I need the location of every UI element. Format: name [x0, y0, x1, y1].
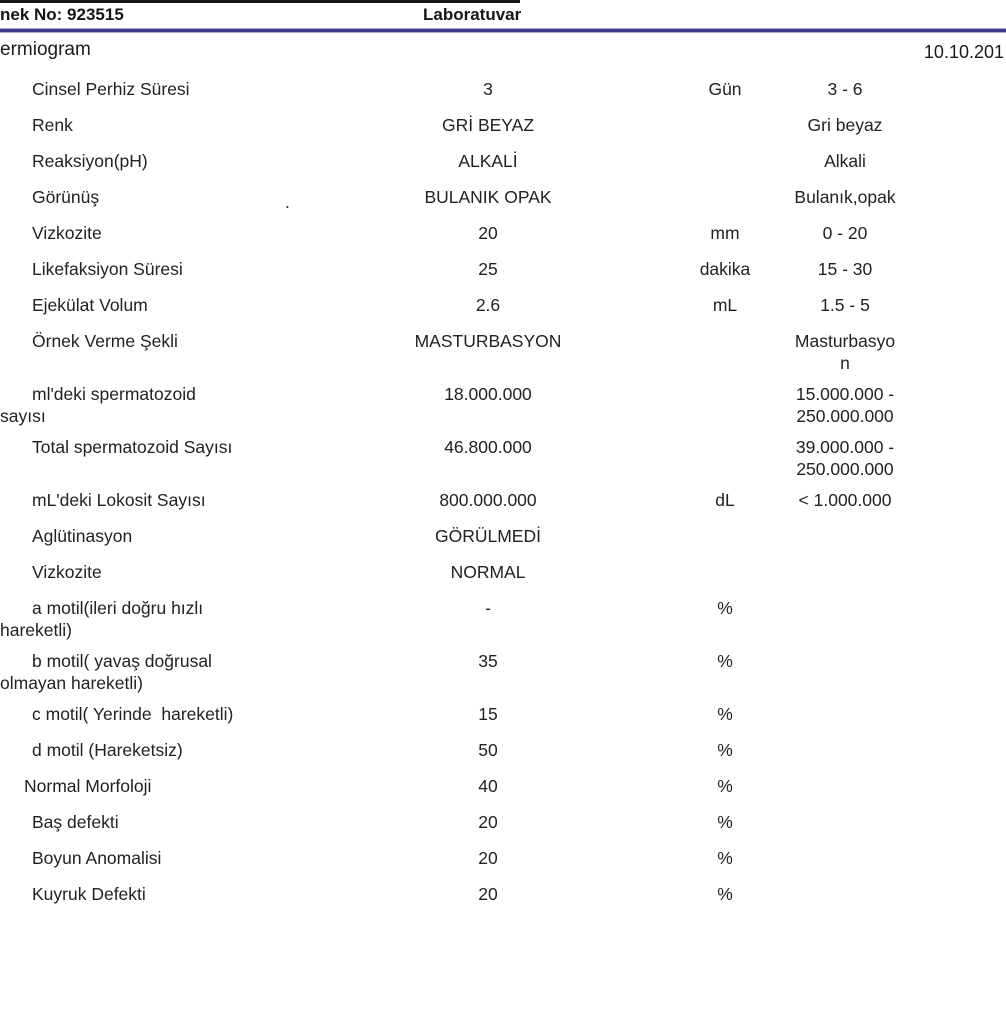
top-edge-line: [0, 0, 520, 3]
report-date: 10.10.201: [923, 42, 1004, 62]
parameter-name: Örnek Verme Şekli: [32, 331, 178, 351]
reference-range: 0 - 20: [822, 223, 868, 243]
reference-range: 15.000.000 - 250.000.000: [795, 384, 895, 426]
parameter-name: Aglütinasyon: [32, 526, 133, 546]
result-value: -: [485, 598, 491, 618]
result-value: GRİ BEYAZ: [441, 115, 535, 135]
unit-label: mm: [710, 223, 740, 243]
parameter-name: d motil (Hareketsiz): [32, 740, 183, 760]
result-value: 800.000.000: [439, 490, 537, 510]
result-value: 20: [478, 884, 498, 904]
reference-range: 3 - 6: [827, 79, 863, 99]
header-divider: [0, 28, 1006, 33]
parameter-name: Görünüş: [32, 187, 100, 207]
unit-label: %: [717, 651, 733, 671]
parameter-name: Kuyruk Defekti: [32, 884, 146, 904]
parameter-name: c motil( Yerinde hareketli): [32, 704, 234, 724]
unit-label: Gün: [708, 79, 742, 99]
unit-label: %: [717, 848, 733, 868]
result-value: ALKALİ: [458, 151, 518, 171]
result-value: BULANIK OPAK: [424, 187, 552, 207]
unit-label: %: [717, 704, 733, 724]
parameter-name: ml'deki spermatozoid sayısı: [0, 384, 196, 426]
parameter-name: Reaksiyon(pH): [32, 151, 148, 171]
reference-range: < 1.000.000: [798, 490, 892, 510]
reference-range: 39.000.000 - 250.000.000: [795, 437, 895, 479]
report-title: ermiogram: [0, 39, 91, 60]
parameter-name: Total spermatozoid Sayısı: [32, 437, 233, 457]
reference-range: Bulanık,opak: [794, 187, 896, 207]
stray-dot: .: [285, 192, 290, 212]
unit-label: mL: [712, 295, 738, 315]
result-value: 20: [478, 812, 498, 832]
result-value: 25: [478, 259, 498, 279]
result-value: 20: [478, 223, 498, 243]
reference-range: Gri beyaz: [807, 115, 883, 135]
sample-number: nek No: 923515: [0, 5, 124, 24]
parameter-name: Baş defekti: [32, 812, 119, 832]
unit-label: %: [717, 740, 733, 760]
parameter-name: Vizkozite: [32, 223, 102, 243]
lab-section-label: Laboratuvar: [423, 5, 522, 24]
result-value: 46.800.000: [444, 437, 532, 457]
reference-range: 1.5 - 5: [820, 295, 870, 315]
parameter-name: mL'deki Lokosit Sayısı: [32, 490, 206, 510]
result-value: 40: [478, 776, 498, 796]
parameter-name: Ejekülat Volum: [32, 295, 148, 315]
result-value: 15: [478, 704, 498, 724]
parameter-name: b motil( yavaş doğrusal olmayan hareketli): [0, 651, 212, 693]
parameter-name: a motil(ileri doğru hızlı hareketli): [0, 598, 204, 640]
reference-range: Masturbasyo n: [794, 331, 896, 373]
unit-label: %: [717, 884, 733, 904]
result-value: 35: [478, 651, 498, 671]
unit-label: %: [717, 598, 733, 618]
unit-label: %: [717, 812, 733, 832]
result-value: 18.000.000: [444, 384, 532, 404]
result-value: GÖRÜLMEDİ: [435, 526, 541, 546]
result-value: 20: [478, 848, 498, 868]
parameter-name: Vizkozite: [32, 562, 102, 582]
unit-label: dL: [715, 490, 735, 510]
parameter-name: Cinsel Perhiz Süresi: [32, 79, 190, 99]
result-value: 3: [483, 79, 493, 99]
result-value: 2.6: [475, 295, 501, 315]
unit-label: %: [717, 776, 733, 796]
parameter-name: Normal Morfoloji: [24, 776, 152, 796]
parameter-name: Boyun Anomalisi: [32, 848, 162, 868]
reference-range: Alkali: [824, 151, 866, 171]
parameter-name: Renk: [32, 115, 73, 135]
result-value: NORMAL: [450, 562, 526, 582]
unit-label: dakika: [699, 259, 751, 279]
reference-range: 15 - 30: [817, 259, 873, 279]
result-value: 50: [478, 740, 498, 760]
result-value: MASTURBASYON: [414, 331, 562, 351]
parameter-name: Likefaksiyon Süresi: [32, 259, 183, 279]
